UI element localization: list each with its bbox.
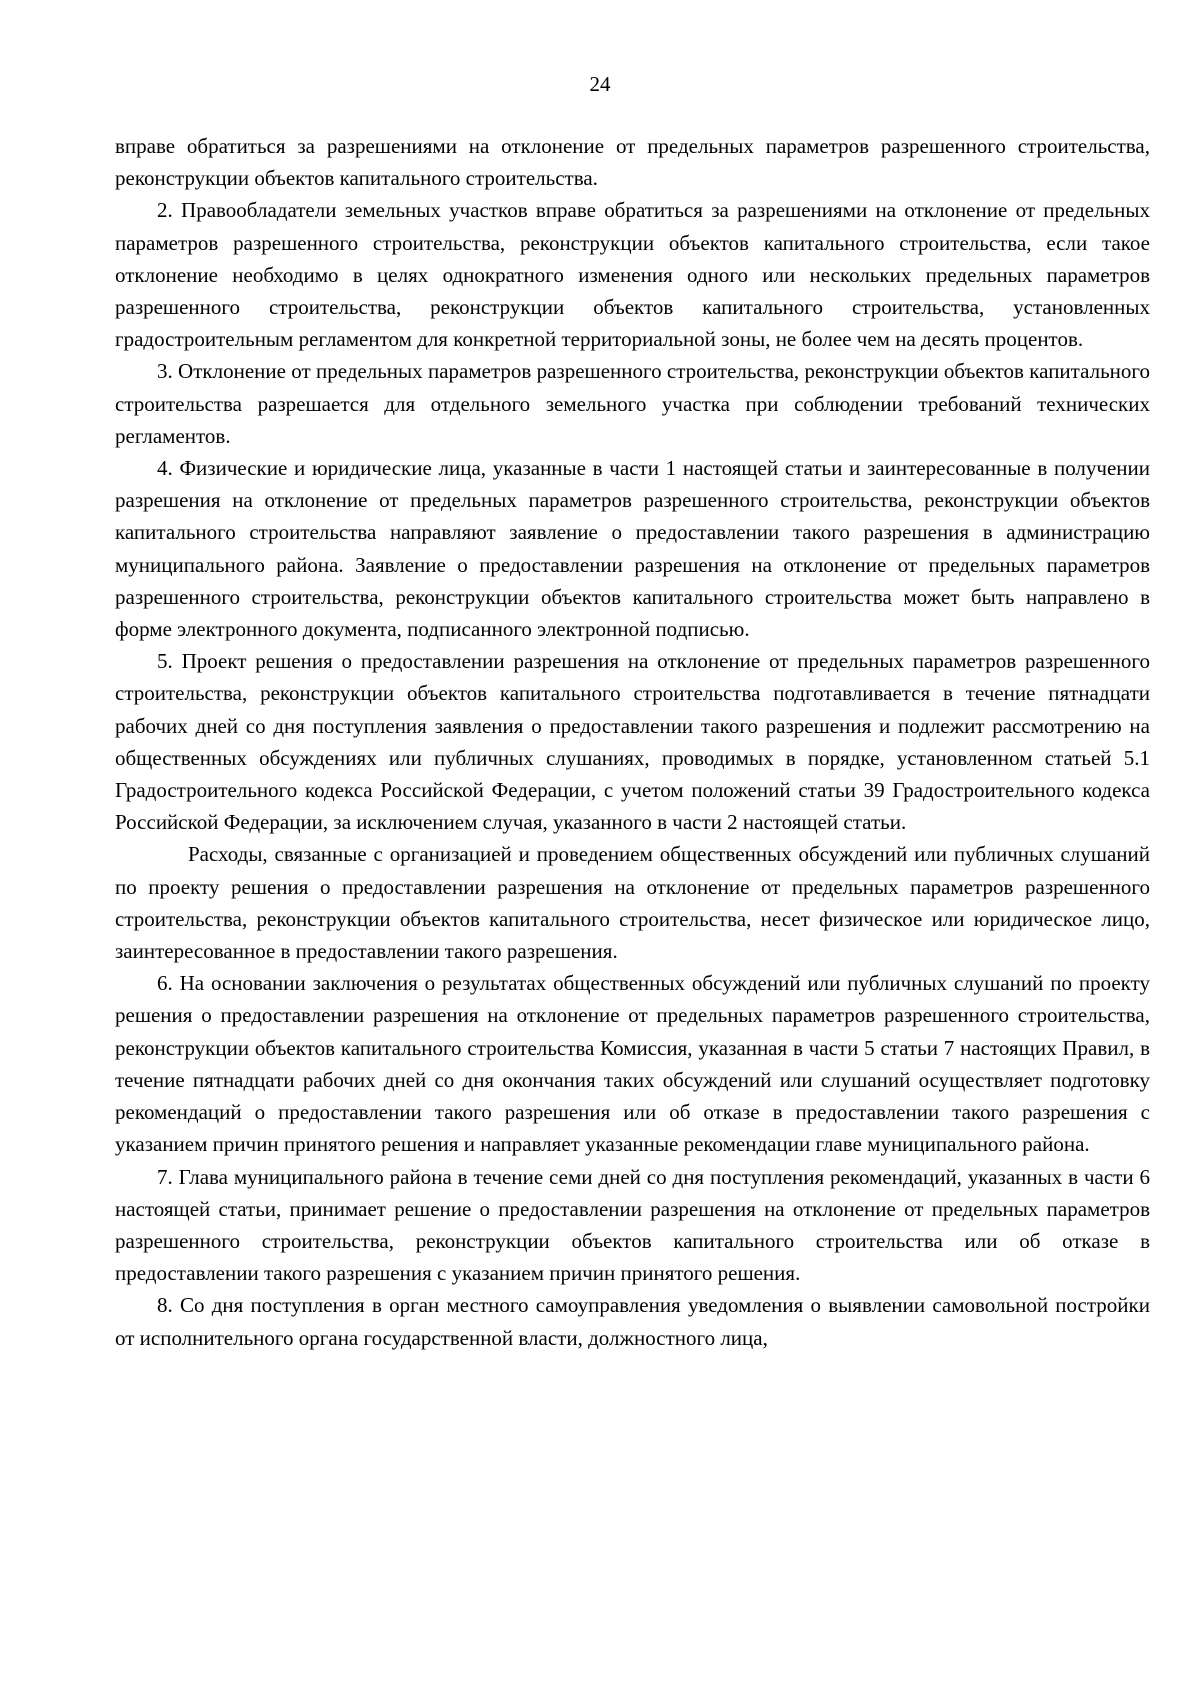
paragraph-expenses: Расходы, связанные с организацией и проведением общественных обсуждений или публичных слушаний по проекту решения о предоставлении разрешения на отклонение от предельных параметров разрешенного строительства, реконструкции объектов капитального строительства, несет физическое или юридическое лицо, заинтересованное в предоставлении такого разрешения. — [115, 842, 1150, 964]
paragraph-4: 4. Физические и юридические лица, указанные в части 1 настоящей статьи и заинтересованные в получении разрешения на отклонение от предельных параметров разрешенного строительства, реконструкции объектов капитального строительства направляют заявление о предоставлении такого разрешения в администрацию муниципального района. Заявление о предоставлении разрешения на отклонение от предельных параметров разрешенного строительства, реконструкции объектов капитального строительства может быть направлено в форме электронного документа, подписанного электронной подписью. — [115, 456, 1150, 642]
paragraph-continuation: вправе обратиться за разрешениями на отклонение от предельных параметров разрешенного строительства, реконструкции объектов капитального строительства. — [115, 134, 1150, 191]
paragraph-5: 5. Проект решения о предоставлении разрешения на отклонение от предельных параметров разрешенного строительства, реконструкции объектов капитального строительства подготавливается в течение пятнадцати рабочих дней со дня поступления заявления о предоставлении такого разрешения и подлежит рассмотрению на общественных обсуждениях или публичных слушаниях, проводимых в порядке, установленном статьей 5.1 Градостроительного кодекса Российской Федерации, с учетом положений статьи 39 Градостроительного кодекса Российской Федерации, за исключением случая, указанного в части 2 настоящей статьи. — [115, 649, 1150, 835]
paragraph-6: 6. На основании заключения о результатах общественных обсуждений или публичных слушаний по проекту решения о предоставлении разрешения на отклонение от предельных параметров разрешенного строительства, реконструкции объектов капитального строительства Комиссия, указанная в части 5 статьи 7 настоящих Правил, в течение пятнадцати рабочих дней со дня окончания таких обсуждений или слушаний осуществляет подготовку рекомендаций о предоставлении такого разрешения или об отказе в предоставлении такого разрешения с указанием причин принятого решения и направляет указанные рекомендации главе муниципального района. — [115, 971, 1150, 1157]
paragraph-7: 7. Глава муниципального района в течение семи дней со дня поступления рекомендаций, указанных в части 6 настоящей статьи, принимает решение о предоставлении разрешения на отклонение от предельных параметров разрешенного строительства, реконструкции объектов капитального строительства или об отказе в предоставлении такого разрешения с указанием причин принятого решения. — [115, 1164, 1150, 1286]
document-body — [115, 130, 1150, 1354]
paragraph-3: 3. Отклонение от предельных параметров разрешенного строительства, реконструкции объектов капитального строительства разрешается для отдельного земельного участка при соблюдении требований технических регламентов. — [115, 359, 1150, 448]
page-number: 24 — [589, 72, 611, 96]
paragraph-2: 2. Правообладатели земельных участков вправе обратиться за разрешениями на отклонение от предельных параметров разрешенного строительства, реконструкции объектов капитального строительства, если такое отклонение необходимо в целях однократного изменения одного или нескольких предельных параметров разрешенного строительства, реконструкции объектов капитального строительства, установленных градостроительным регламентом для конкретной территориальной зоны, не более чем на десять процентов. — [115, 198, 1150, 352]
paragraph-8: 8. Со дня поступления в орган местного самоуправления уведомления о выявлении самовольной постройки от исполнительного органа государственной власти, должностного лица, — [115, 1293, 1150, 1350]
